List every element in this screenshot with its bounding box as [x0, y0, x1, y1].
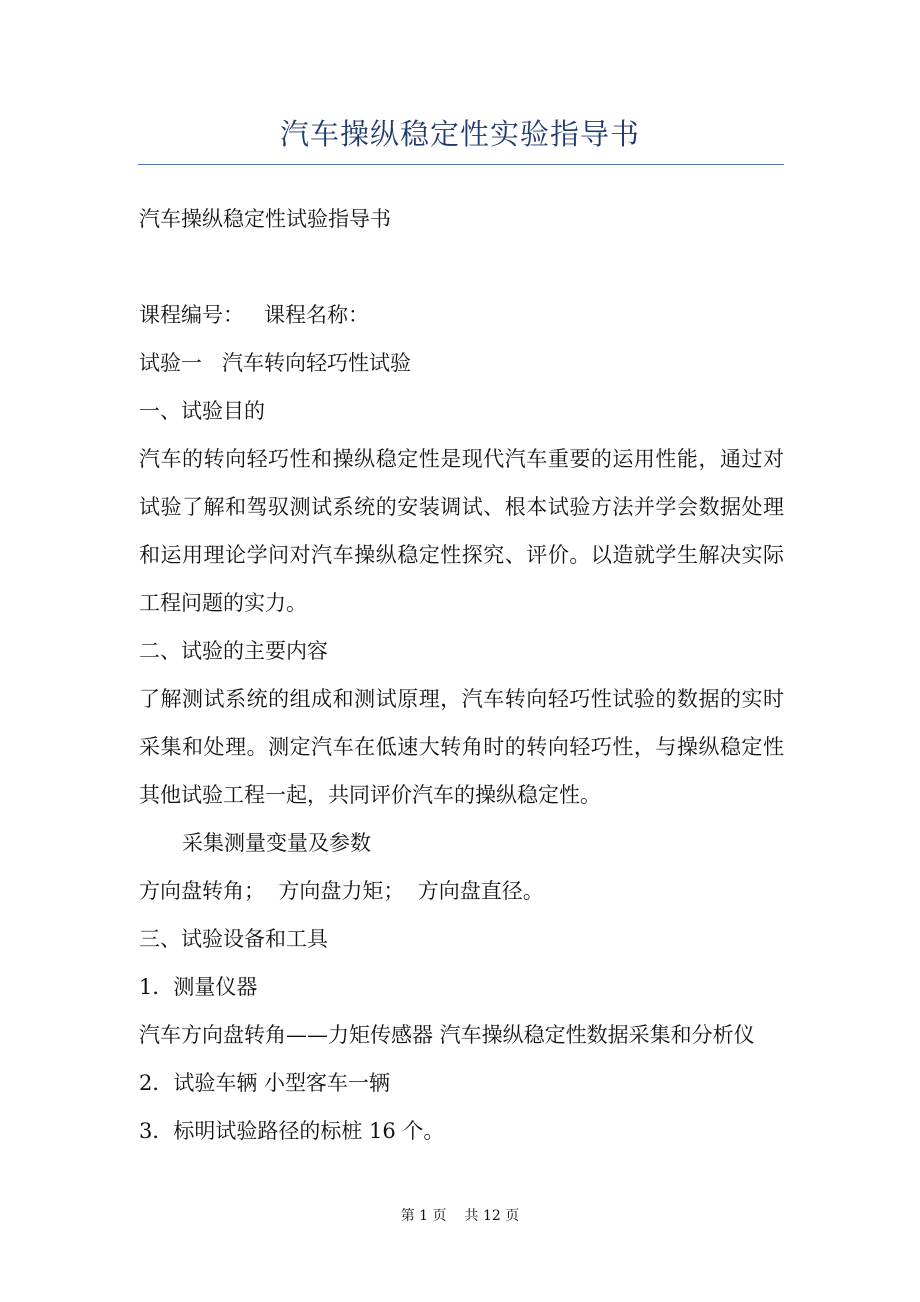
- purpose-paragraph: 汽车的转向轻巧性和操纵稳定性是现代汽车重要的运用性能，通过对试验了解和驾驭测试系统的安装调试、根本试验方法并学会数据处理和运用理论学问对汽车操纵稳定性探究、评价。以造就学生解决实际工程问题的实力。: [139, 447, 784, 615]
- section-heading-equipment: 三、试验设备和工具: [139, 927, 328, 951]
- page-number-total: 共 12 页: [464, 1208, 520, 1224]
- document-subtitle: 汽车操纵稳定性试验指导书: [139, 207, 391, 231]
- section-heading-purpose: 一、试验目的: [139, 399, 265, 423]
- equipment-item-3: 3．标明试验路径的标桩 16 个。: [139, 1119, 445, 1143]
- blank-line: [139, 243, 784, 291]
- document-body: [139, 195, 784, 1155]
- equipment-item-1-detail: 汽车方向盘转角——力矩传感器 汽车操纵稳定性数据采集和分析仪: [139, 1023, 755, 1047]
- content-paragraph: 了解测试系统的组成和测试原理，汽车转向轻巧性试验的数据的实时采集和处理。测定汽车在低速大转角时的转向轻巧性，与操纵稳定性其他试验工程一起，共同评价汽车的操纵稳定性。: [139, 687, 784, 807]
- equipment-item-1: 1．测量仪器: [139, 975, 258, 999]
- page-title: 汽车操纵稳定性实验指导书: [279, 117, 640, 151]
- experiment-title: 试验一 汽车转向轻巧性试验: [139, 351, 412, 375]
- equipment-item-2: 2．试验车辆 小型客车一辆: [139, 1071, 391, 1095]
- title-divider: [138, 164, 784, 165]
- page-footer: [0, 1206, 920, 1226]
- variables-heading: 采集测量变量及参数: [182, 831, 371, 855]
- section-heading-content: 二、试验的主要内容: [139, 639, 328, 663]
- page-number-current: 第 1 页: [400, 1208, 447, 1224]
- variables-list: 方向盘转角； 方向盘力矩； 方向盘直径。: [139, 879, 544, 903]
- course-info-line: 课程编号： 课程名称：: [139, 303, 370, 327]
